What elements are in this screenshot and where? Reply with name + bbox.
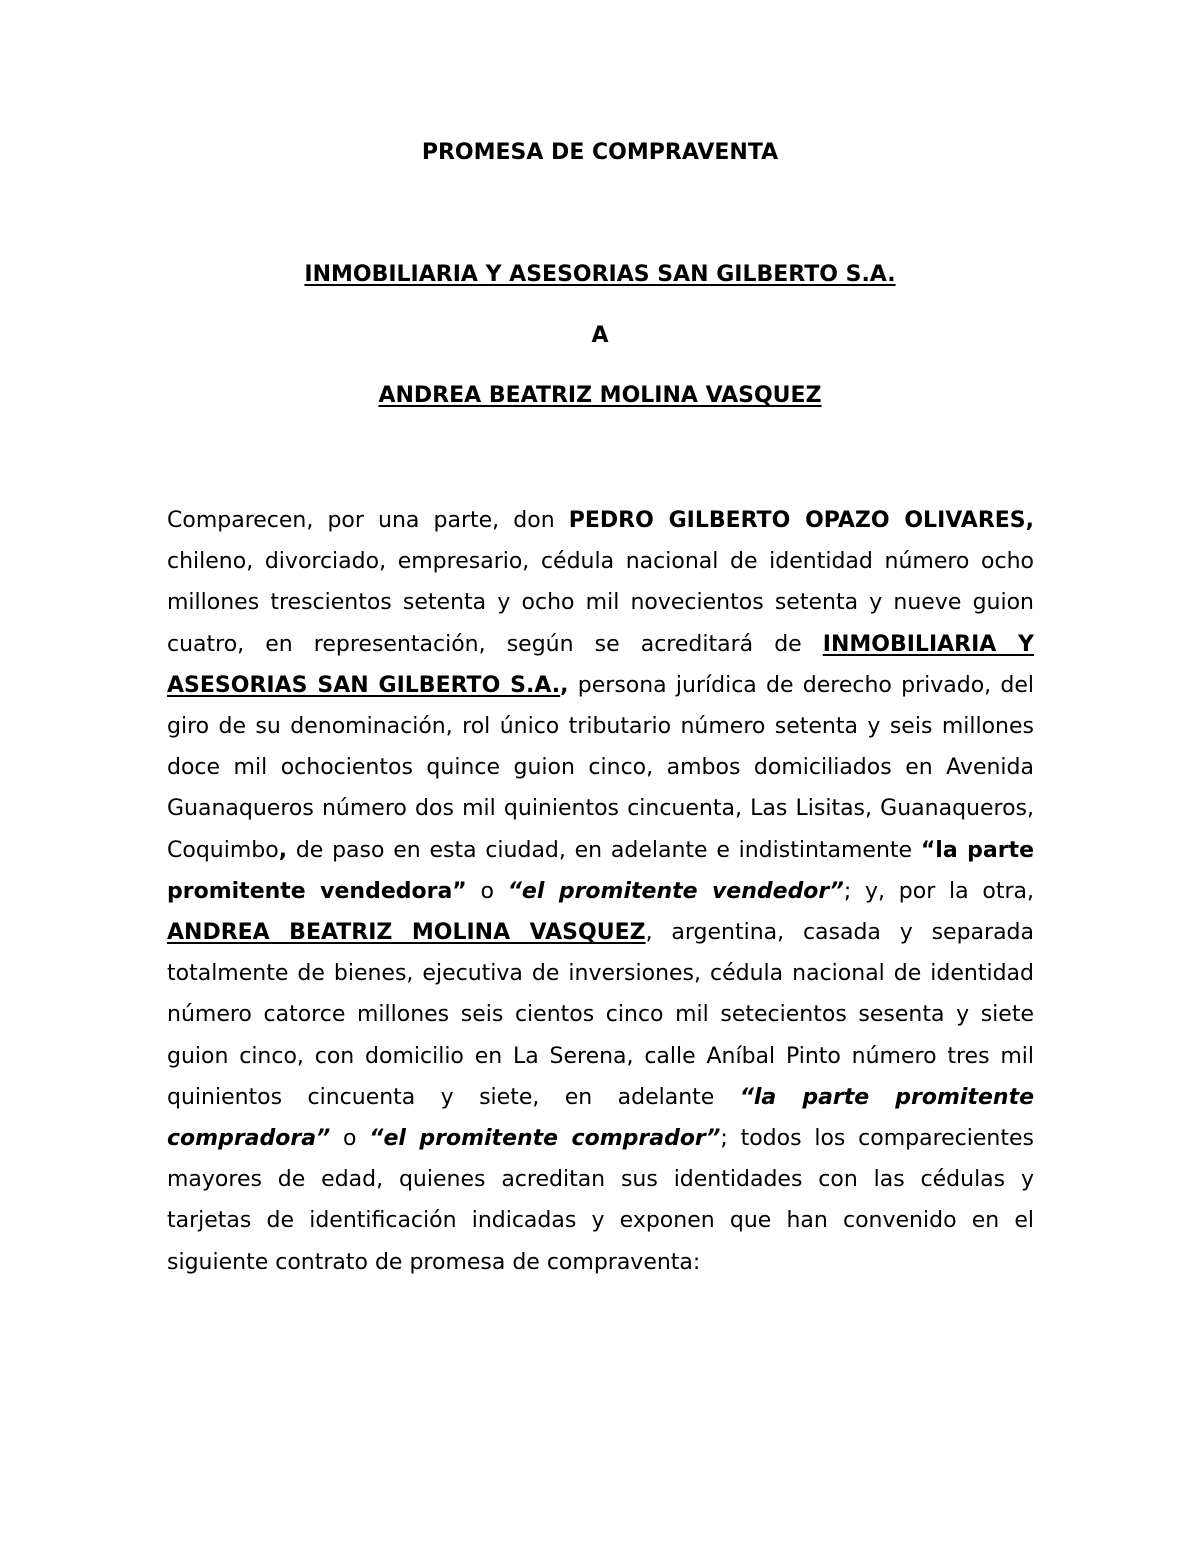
body-text-segment: ; todos los comparecientes mayores de edad, quienes acreditan sus identidades con las cédulas y tarjetas de identificación indicadas y exponen que han convenido en el siguiente contrato de promesa de compraventa:: [167, 1126, 1034, 1275]
seller-alias-one: “la parte promitente vendedora”: [167, 837, 1034, 904]
representative-name: PEDRO GILBERTO OPAZO OLIVARES,: [568, 508, 1034, 533]
contract-body-paragraph: [167, 500, 1034, 1283]
party-two-heading: ANDREA BEATRIZ MOLINA VASQUEZ: [378, 383, 822, 408]
buyer-name: ANDREA BEATRIZ MOLINA VASQUEZ: [167, 920, 646, 946]
body-text-segment: o: [330, 1126, 370, 1152]
company-comma: ,: [560, 672, 569, 698]
body-text-segment: Comparecen, por una parte, don: [167, 508, 569, 533]
seller-alias-two: “el promitente vendedor”: [507, 878, 844, 904]
body-text-segment: persona jurídica de derecho privado, del giro de su denominación, rol único tributario número setenta y seis millones doce mil ochocientos quince guion cinco, ambos domiciliados en Avenida Guanaqueros número dos mil quinientos cincuenta, Las Lisitas, Guanaqueros, Coquimbo: [167, 672, 1034, 863]
document-title: PROMESA DE COMPRAVENTA: [421, 140, 779, 165]
body-text-segment: ; y, por la otra,: [843, 878, 1035, 904]
party-one-heading: INMOBILIARIA Y ASESORIAS SAN GILBERTO S.A.: [304, 262, 896, 287]
body-text-segment: o: [466, 878, 508, 904]
company-name: INMOBILIARIA Y ASESORIAS SAN GILBERTO S.A.: [167, 631, 1034, 698]
buyer-alias-two: “el promitente comprador”: [369, 1126, 721, 1152]
party-connector: A: [591, 323, 609, 348]
body-text-segment: de paso en esta ciudad, en adelante e indistintamente: [287, 837, 921, 863]
body-text-segment: chileno, divorciado, empresario, cédula nacional de identidad número ocho millones trescientos setenta y ocho mil novecientos setenta y nueve guion cuatro, en representación, según se acreditará de: [167, 549, 1034, 657]
body-text-segment: , argentina, casada y separada totalmente de bienes, ejecutiva de inversiones, cédula nacional de identidad número catorce millones seis cientos cinco mil setecientos sesenta y siete guion cinco, con domicilio en La Serena, calle Aníbal Pinto número tres mil quinientos cincuenta y siete, en adelante: [167, 920, 1035, 1110]
buyer-alias-one: “la parte promitente compradora”: [167, 1084, 1034, 1152]
bold-comma: ,: [278, 837, 288, 863]
